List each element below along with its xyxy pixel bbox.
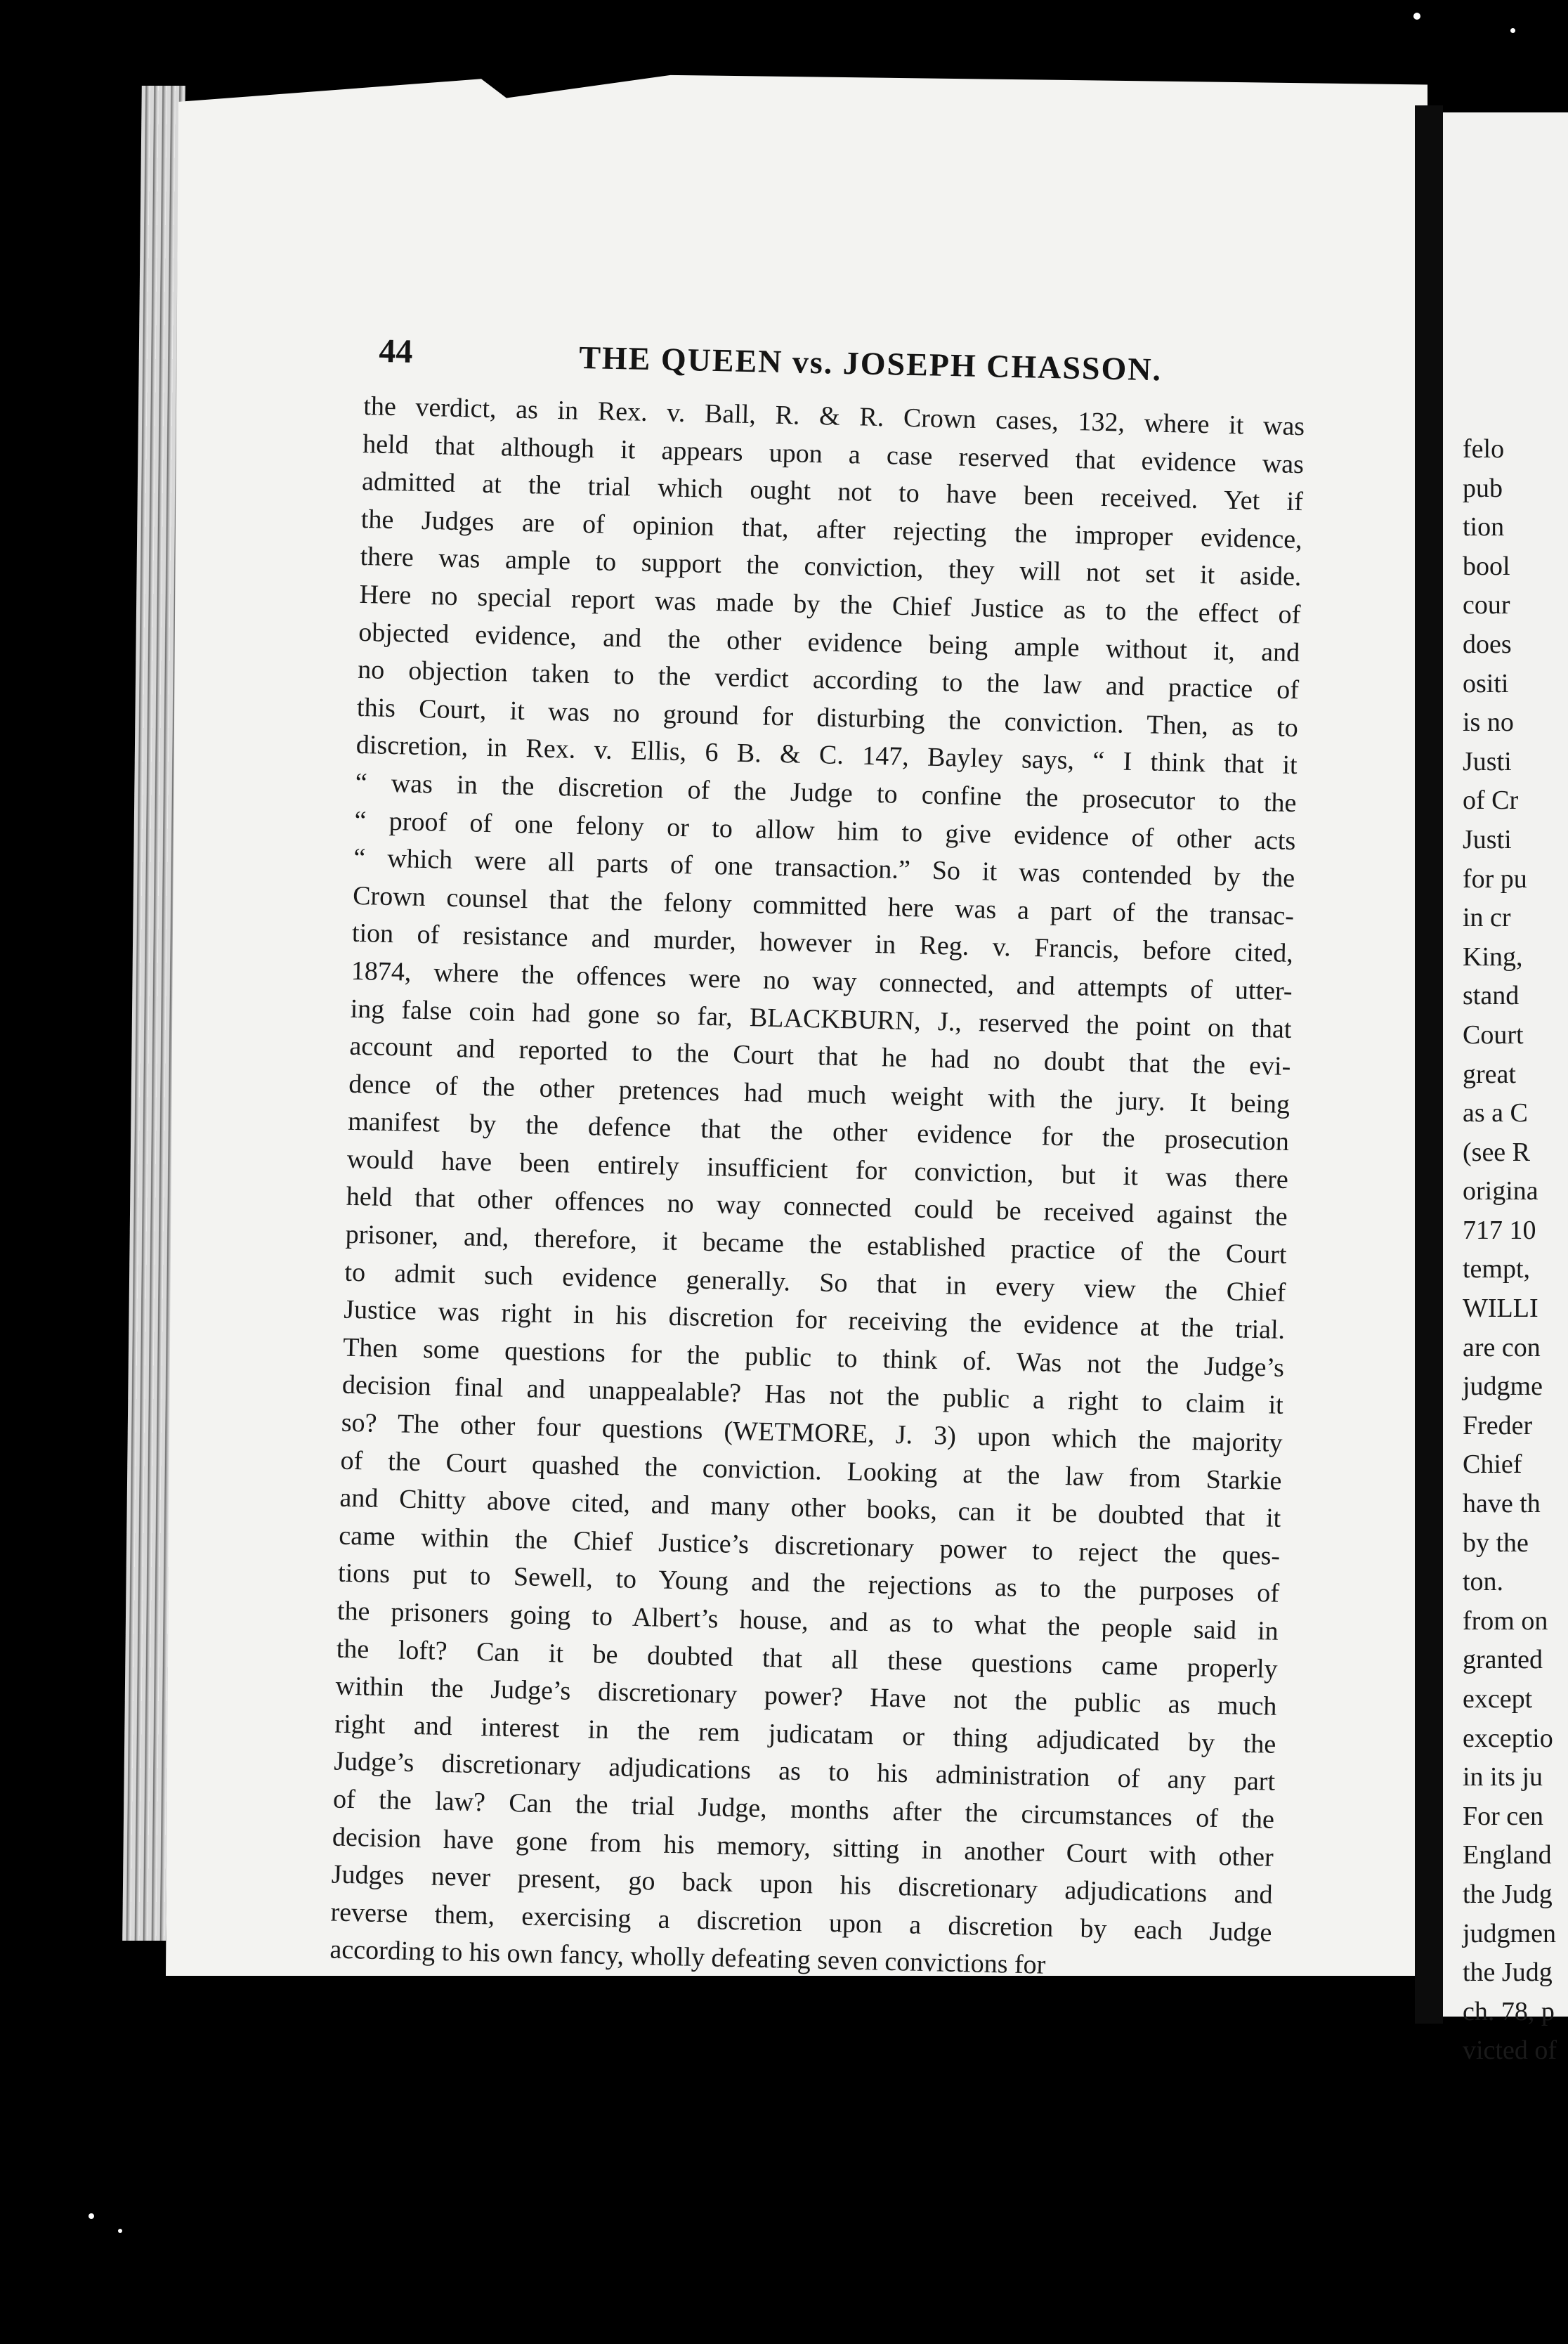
right-page-line: England: [1463, 1840, 1552, 1870]
right-page-line: origina: [1463, 1176, 1538, 1206]
text-line: to admit such evidence generally. So that in every view the Chief: [344, 1257, 1286, 1308]
right-page-line: pub: [1463, 473, 1503, 503]
right-page-line: King,: [1463, 942, 1523, 972]
right-page-line: tempt,: [1463, 1254, 1531, 1284]
right-page-line: WILLI: [1463, 1294, 1538, 1324]
right-page-line: 717 10: [1463, 1215, 1536, 1245]
scan-speck: [1413, 13, 1420, 20]
text-line: within the Judge’s discretionary power? Have not the public as much: [335, 1671, 1277, 1721]
text-line: of the law? Can the trial Judge, months after the circumstances of the: [332, 1784, 1275, 1835]
text-line: came within the Chief Justice’s discretionary power to reject the ques-: [338, 1521, 1281, 1571]
right-page-line: for pu: [1463, 864, 1527, 894]
right-page-line: of Cr: [1463, 786, 1519, 816]
text-line: objected evidence, and the other evidence being ample without it, and: [358, 617, 1300, 668]
text-line: Crown counsel that the felony committed here was a part of the transac-: [352, 880, 1295, 931]
right-page-line: stand: [1463, 981, 1520, 1011]
text-line: admitted at the trial which ought not to have been received. Yet if: [361, 467, 1304, 517]
right-page-line: except: [1463, 1684, 1533, 1714]
text-line: no objection taken to the verdict according to the law and practice of: [357, 655, 1300, 705]
right-page-line: For cen: [1463, 1801, 1544, 1831]
right-page-line: judgme: [1463, 1372, 1543, 1402]
text-line: so? The other four questions (WETMORE, J. 3) upon which the majority: [341, 1407, 1283, 1458]
right-page-line: is no: [1463, 708, 1514, 738]
text-line: the verdict, as in Rex. v. Ball, R. & R. Crown cases, 132, where it was: [362, 391, 1305, 442]
right-page-line: cour: [1463, 590, 1510, 620]
text-line: held that other offences no way connected could be received against the: [346, 1182, 1288, 1232]
right-page-line: tion: [1463, 512, 1505, 542]
right-page-line: in its ju: [1463, 1762, 1543, 1792]
text-line: reverse them, exercising a discretion upon a discretion by each Judge: [330, 1897, 1272, 1948]
text-line: the loft? Can it be doubted that all these questions came properly: [336, 1634, 1278, 1684]
right-page-line: bool: [1463, 551, 1510, 581]
book-gutter: [1415, 105, 1443, 2024]
right-page-line: are con: [1463, 1332, 1541, 1362]
right-page-line: ositi: [1463, 668, 1509, 698]
right-page-line: granted: [1463, 1645, 1543, 1675]
scan-speck: [118, 2229, 122, 2233]
text-line: Judges never present, go back upon his discretionary adjudications and: [331, 1859, 1273, 1910]
right-page-line: does: [1463, 629, 1512, 659]
text-line: “ was in the discretion of the Judge to confine the prosecutor to the: [355, 767, 1297, 819]
text-line: the prisoners going to Albert’s house, and as to what the people said in: [337, 1596, 1279, 1646]
text-line: this Court, it was no ground for disturbing the conviction. Then, as to: [356, 692, 1299, 743]
text-line: of the Court quashed the conviction. Looking at the law from Starkie: [340, 1445, 1282, 1496]
text-line: would have been entirely insufficient for conviction, but it was there: [346, 1144, 1289, 1194]
right-page-line: the Judg: [1463, 1958, 1553, 1988]
scan-speck: [1510, 28, 1515, 33]
right-page-line: ch. 78, p: [1463, 1996, 1555, 2026]
text-line: manifest by the defence that the other evidence for the prosecution: [347, 1107, 1290, 1157]
text-line: ing false coin had gone so far, BLACKBURN, J., reserved the point on that: [350, 994, 1292, 1044]
right-page-column: [1463, 430, 1568, 2071]
page-title: THE QUEEN vs. JOSEPH CHASSON.: [578, 339, 1163, 388]
text-line: there was ample to support the conviction, they will not set it aside.: [360, 542, 1302, 592]
text-line: tion of resistance and murder, however in Reg. v. Francis, before cited,: [351, 918, 1294, 969]
right-page-line: judgmen: [1463, 1918, 1556, 1948]
text-line: “ which were all parts of one transaction.” So it was contended by the: [353, 842, 1295, 894]
text-line: decision final and unappealable? Has not the public a right to claim it: [341, 1370, 1284, 1421]
right-page-line: Freder: [1463, 1410, 1533, 1440]
page-number: 44: [378, 332, 413, 370]
text-line: 1874, where the offences were no way connected, and attempts of utter-: [351, 956, 1293, 1006]
text-line: according to his own fancy, wholly defeating seven convictions for: [329, 1934, 1046, 1981]
text-line: decision have gone from his memory, sitting in another Court with other: [332, 1822, 1274, 1873]
right-page-line: Court: [1463, 1020, 1524, 1050]
right-page-line: by the: [1463, 1528, 1529, 1558]
right-page-line: victed of: [1463, 2036, 1557, 2066]
text-line: and Chitty above cited, and many other books, can it be doubted that it: [339, 1483, 1281, 1534]
right-page-line: as a C: [1463, 1098, 1528, 1128]
right-page-line: (see R: [1463, 1137, 1531, 1167]
text-line: tions put to Sewell, to Young and the rejections as to the purposes of: [337, 1558, 1280, 1609]
right-page-line: Justi: [1463, 824, 1512, 854]
text-line: right and interest in the rem judicatam or thing adjudicated by the: [334, 1709, 1276, 1759]
right-page-line: Chief: [1463, 1450, 1522, 1480]
right-page-line: in cr: [1463, 903, 1511, 933]
text-line: Then some questions for the public to think of. Was not the Judge’s: [342, 1332, 1285, 1383]
text-line: Here no special report was made by the Chief Justice as to the effect of: [359, 579, 1301, 630]
text-line: Justice was right in his discretion for receiving the evidence at the trial.: [343, 1294, 1286, 1346]
text-line: “ proof of one felony or to allow him to give evidence of other acts: [354, 805, 1296, 856]
right-page-line: have th: [1463, 1489, 1541, 1519]
right-page-line: the Judg: [1463, 1879, 1553, 1909]
right-page-line: from on: [1463, 1606, 1548, 1636]
right-page-line: felo: [1463, 434, 1505, 464]
right-page-line: ton.: [1463, 1567, 1504, 1597]
text-line: prisoner, and, therefore, it became the established practice of the Court: [345, 1219, 1287, 1270]
scan-speck: [89, 2213, 94, 2219]
right-page-line: exceptio: [1463, 1723, 1553, 1753]
body-text: [329, 388, 1305, 1990]
text-line: held that although it appears upon a case reserved that evidence was: [362, 429, 1305, 479]
text-line: dence of the other pretences had much weight with the jury. It being: [348, 1069, 1291, 1119]
right-page-line: Justi: [1463, 746, 1512, 776]
text-line: account and reported to the Court that he had no doubt that the evi-: [349, 1031, 1291, 1082]
right-page-line: great: [1463, 1059, 1516, 1089]
text-line: the Judges are of opinion that, after rejecting the improper evidence,: [360, 504, 1303, 554]
text-line: Judge’s discretionary adjudications as to his administration of any part: [333, 1746, 1276, 1797]
text-line: discretion, in Rex. v. Ellis, 6 B. & C. 147, Bayley says, “ I think that it: [355, 730, 1298, 781]
